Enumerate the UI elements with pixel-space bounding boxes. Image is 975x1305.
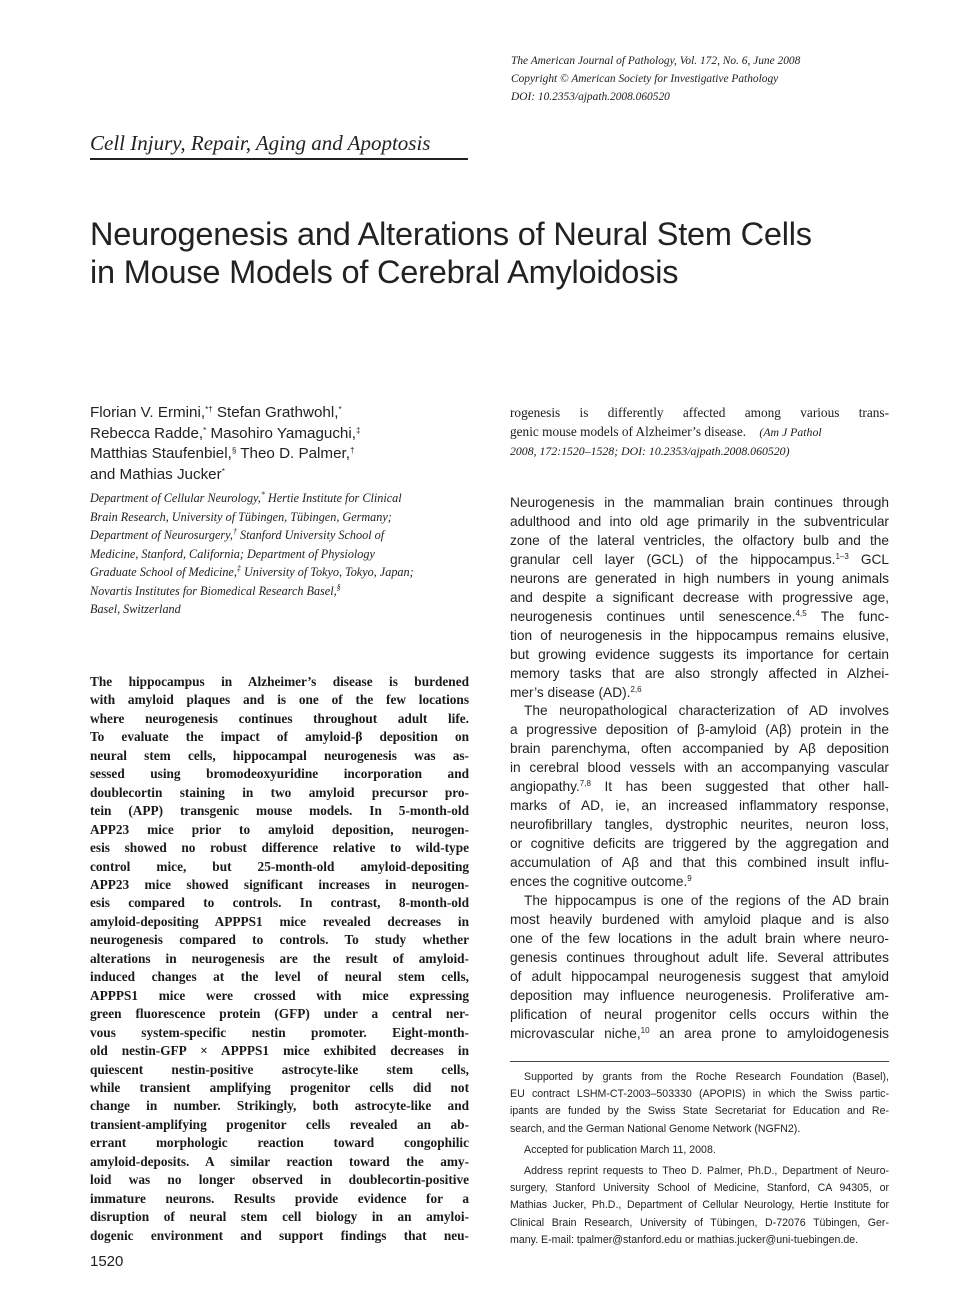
affiliation-line [90,526,480,545]
abstract-line: APP23 mice showed significant increases in neurogen- [90,876,469,892]
abstract-line: induced changes at the level of neural stem cells, [90,969,469,985]
reference-mark: 2,6 [630,684,642,694]
body-line: memory tasks that are also strongly affected in Alzhei- [510,665,889,681]
abstract [90,673,469,1245]
abstract-line: The hippocampus in Alzheimer’s disease is burdened [90,674,469,689]
page-number: 1520 [90,1253,124,1270]
title-line: in Mouse Models of Cerebral Amyloidosis [90,254,679,290]
footnote-divider [510,1061,889,1062]
body-line [510,551,889,570]
abstract-line: esis compared to controls. In contrast, 8-month-old [90,895,469,911]
body-line: accumulation of Aβ and that this combined insult influ- [510,855,889,871]
body-text-span: neurogenesis continues until senescence. [510,608,796,624]
affiliation-mark: † [232,527,237,536]
citation: (Am J Pathol [759,425,822,439]
body-line: most heavily burdened with amyloid plaque and is also [510,911,889,927]
abstract-line: immature neurons. Results provide evidence for a [90,1190,469,1206]
affiliation-text: Graduate School of Medicine, [90,565,237,579]
citation: 2008, 172:1520–1528; DOI: 10.2353/ajpath.2008.060520) [510,444,790,458]
author-list [90,403,480,485]
body-line: Neurogenesis in the mammalian brain continues through [510,495,889,510]
author-mark: † [349,446,355,455]
body-line: The neuropathological characterization of AD involves [524,703,889,719]
author-name: Masohiro Yamaguchi, [206,424,356,442]
abstract-line: with amyloid plaques and is one of the few locations [90,692,469,708]
body-text-span: mer’s disease (AD). [510,684,631,700]
body-text [510,494,889,1044]
affiliation-line: Brain Research, University of Tübingen, Tübingen, Germany; [90,509,392,524]
author-mark: ‡ [355,425,361,435]
author-mark: * [221,466,225,476]
body-line [510,873,889,892]
author-mark: § [231,446,237,455]
author-name: and Mathias Jucker [90,465,222,483]
body-line: genesis continues throughout adult life. Several attributes [510,949,889,965]
footnote-line: surgery, Stanford University School of Medicine, Stanford, CA 94305, or [510,1182,889,1195]
footnote-line: Accepted for publication March 11, 2008. [524,1143,716,1156]
body-line [510,778,889,797]
abstract-line: loid was no longer observed in doublecortin-positive [90,1172,469,1188]
section-divider [90,158,468,160]
body-line: marks of AD, ie, an increased inflammatory response, [510,798,889,814]
abstract-line: old nestin-GFP × APPPS1 mice exhibited decreases in [90,1043,469,1059]
reference-mark: 9 [687,874,692,884]
body-text-span: angiopathy. [510,779,580,795]
author-line [90,444,480,465]
title-line: Neurogenesis and Alterations of Neural Stem Cells [90,216,812,252]
abstract-line: change in number. Strikingly, both astrocyte-like and [90,1098,469,1114]
body-line: brain parenchyma, often accompanied by Aβ deposition [510,741,889,757]
author-mark: * [203,425,207,435]
affiliation-text: Novartis Institutes for Biomedical Research Basel, [90,583,337,598]
author-mark: *† [205,405,213,414]
reference-mark: 10 [640,1025,650,1035]
abstract-line: dogenic environment and support findings that neu- [90,1227,469,1243]
footnote-line: ipants are funded by the Swiss State Secretariat for Education and Re- [510,1105,889,1118]
abstract-line: disruption of neural stem cell biology in an amyloi- [90,1209,469,1225]
affiliation-text: Department of Cellular Neurology, [90,491,261,505]
abstract-line: tein (APP) transgenic mouse models. In 5-month-old [90,803,469,819]
body-line [510,684,889,703]
abstract-line: esis showed no robust difference relative to wild-type [90,840,469,856]
section-heading: Cell Injury, Repair, Aging and Apoptosis [90,131,431,155]
body-text-span: It has been suggested that other hall- [590,779,889,795]
reference-mark: 7,8 [579,779,591,789]
abstract-line: amyloid-depositing APPPS1 mice revealed decreases in [90,913,469,929]
affiliation-mark: § [336,582,341,592]
abstract-line: amyloid-deposits. A similar reaction toward the amy- [90,1153,469,1169]
body-text-span: The func- [806,608,889,624]
body-line: plification of neural progenitor cells occurs within the [510,1006,889,1022]
body-text-span: granular cell layer (GCL) of the hippocampus. [510,551,836,567]
author-line [90,465,480,486]
body-line: one of the few locations in the adult brain where neuro- [510,930,889,946]
body-line: zone of the lateral ventricles, the olfactory bulb and the [510,532,889,548]
body-line: or cognitive deficits are triggered by the aggregation and [510,836,889,852]
affiliation-line [90,563,480,582]
body-text-span: GCL [848,551,889,567]
body-line [510,1025,889,1044]
abstract-line: To evaluate the impact of amyloid-β deposition on [90,729,469,745]
abstract-line [510,422,889,442]
footnote-line: many. E-mail: tpalmer@stanford.edu or mathias.jucker@uni-tuebingen.de. [510,1233,859,1246]
body-line: of adult hippocampal neurogenesis suggest that amyloid [510,968,889,984]
author-line [90,424,480,445]
affiliation-mark: * [260,490,265,499]
body-line: and despite a significant decrease with progressive age, [510,589,889,605]
body-line: in cerebral blood vessels with an accompanying vascular [510,760,889,776]
reference-mark: 1–3 [835,551,849,561]
affiliation-text: University of Tokyo, Tokyo, Japan; [240,565,414,579]
abstract-line: transient-amplifying progenitor cells revealed an ab- [90,1116,469,1132]
author-name: Theo D. Palmer, [236,445,350,462]
abstract-line: errant morphologic reaction toward congophilic [90,1135,469,1151]
author-line [90,403,480,424]
affiliation-text: Hertie Institute for Clinical [264,491,402,505]
footnote-line: search, and the German National Genome Network (NGFN2). [510,1122,801,1135]
abstract-line: doublecortin staining in two amyloid precursor pro- [90,784,469,800]
author-name: Stefan Grathwohl, [212,404,339,421]
journal-citation: The American Journal of Pathology, Vol. 172, No. 6, June 2008 [511,55,801,67]
abstract-line: quiescent nestin-positive astrocyte-like stem cells, [90,1061,469,1077]
journal-copyright: Copyright © American Society for Investigative Pathology [511,73,779,85]
body-line: neurofibrillary tangles, dystrophic neurites, neuron loss, [510,817,889,833]
author-name: Florian V. Ermini, [90,404,206,421]
footnote-line: EU contract LSHM-CT-2003–503330 (APOPIS) in which the Swiss partic- [510,1088,889,1101]
author-name: Matthias Staufenbiel, [90,445,232,462]
footnotes [510,1069,889,1249]
abstract-line: green fluorescence protein (GFP) under a central ner- [90,1006,469,1022]
abstract-continuation [510,403,889,461]
body-line [510,608,889,627]
affiliation-line: Basel, Switzerland [90,602,181,616]
footnote-line: Address reprint requests to Theo D. Palmer, Ph.D., Department of Neuro- [524,1165,889,1178]
abstract-line: neural stem cells, hippocampal neurogenesis was as- [90,747,469,763]
reference-mark: 4,5 [795,608,807,618]
author-name: Rebecca Radde, [90,424,204,442]
abstract-line: sessed using bromodeoxyuridine incorporation and [90,766,469,782]
abstract-line: APPPS1 mice were crossed with mice expressing [90,987,469,1003]
affiliation-line: Medicine, Stanford, California; Department of Physiology [90,546,375,561]
body-line: adulthood and into old age primarily in the subventricular [510,513,889,529]
journal-header [511,52,931,106]
footnote-line: Mathias Jucker, Ph.D., Department of Cellular Neurology, Hertie Institute for [510,1199,889,1212]
article-title [90,215,890,291]
affiliation-text: Stanford University School of [236,528,385,542]
affiliation-line [90,489,480,508]
body-text-span: microvascular niche, [510,1025,641,1041]
author-mark: * [338,405,342,414]
abstract-line: control mice, but 25-month-old amyloid-depositing [90,858,469,874]
body-line: neurons are generated in high numbers in young animals [510,570,889,586]
abstract-line: neurogenesis compared to controls. To study whether [90,932,469,948]
abstract-line: where neurogenesis continues throughout adult life. [90,710,469,726]
affiliation-text: Department of Neurosurgery, [90,528,233,542]
abstract-line: rogenesis is differently affected among various trans- [510,405,889,420]
body-text-span: an area prone to amyloidogenesis [649,1025,889,1041]
body-text-span: ences the cognitive outcome. [510,874,688,890]
body-line: but growing evidence suggests its importance for certain [510,646,889,662]
body-line: tion of neurogenesis in the hippocampus remains elusive, [510,627,889,643]
abstract-line: while transient amplifying progenitor cells did not [90,1079,469,1095]
footnote-line: Supported by grants from the Roche Research Foundation (Basel), [524,1071,889,1083]
body-line: The hippocampus is one of the regions of the AD brain [524,893,889,909]
affiliations [90,489,480,619]
body-line: deposition may influence neurogenesis. Proliferative am- [510,987,889,1003]
footnote-line: Clinical Brain Research, University of Tübingen, D-72076 Tübingen, Ger- [510,1216,889,1229]
affiliation-line [90,582,480,601]
abstract-line: alterations in neurogenesis are the result of amyloid- [90,950,469,966]
affiliation-mark: ‡ [236,564,241,573]
abstract-line: APP23 mice prior to amyloid deposition, neurogen- [90,821,469,837]
body-line: a progressive deposition of β-amyloid (Aβ) protein in the [510,722,889,738]
journal-doi: DOI: 10.2353/ajpath.2008.060520 [511,91,670,103]
abstract-line: vous system-specific nestin promoter. Eight-month- [90,1024,469,1040]
abstract-text: genic mouse models of Alzheimer’s disease. [510,424,747,439]
